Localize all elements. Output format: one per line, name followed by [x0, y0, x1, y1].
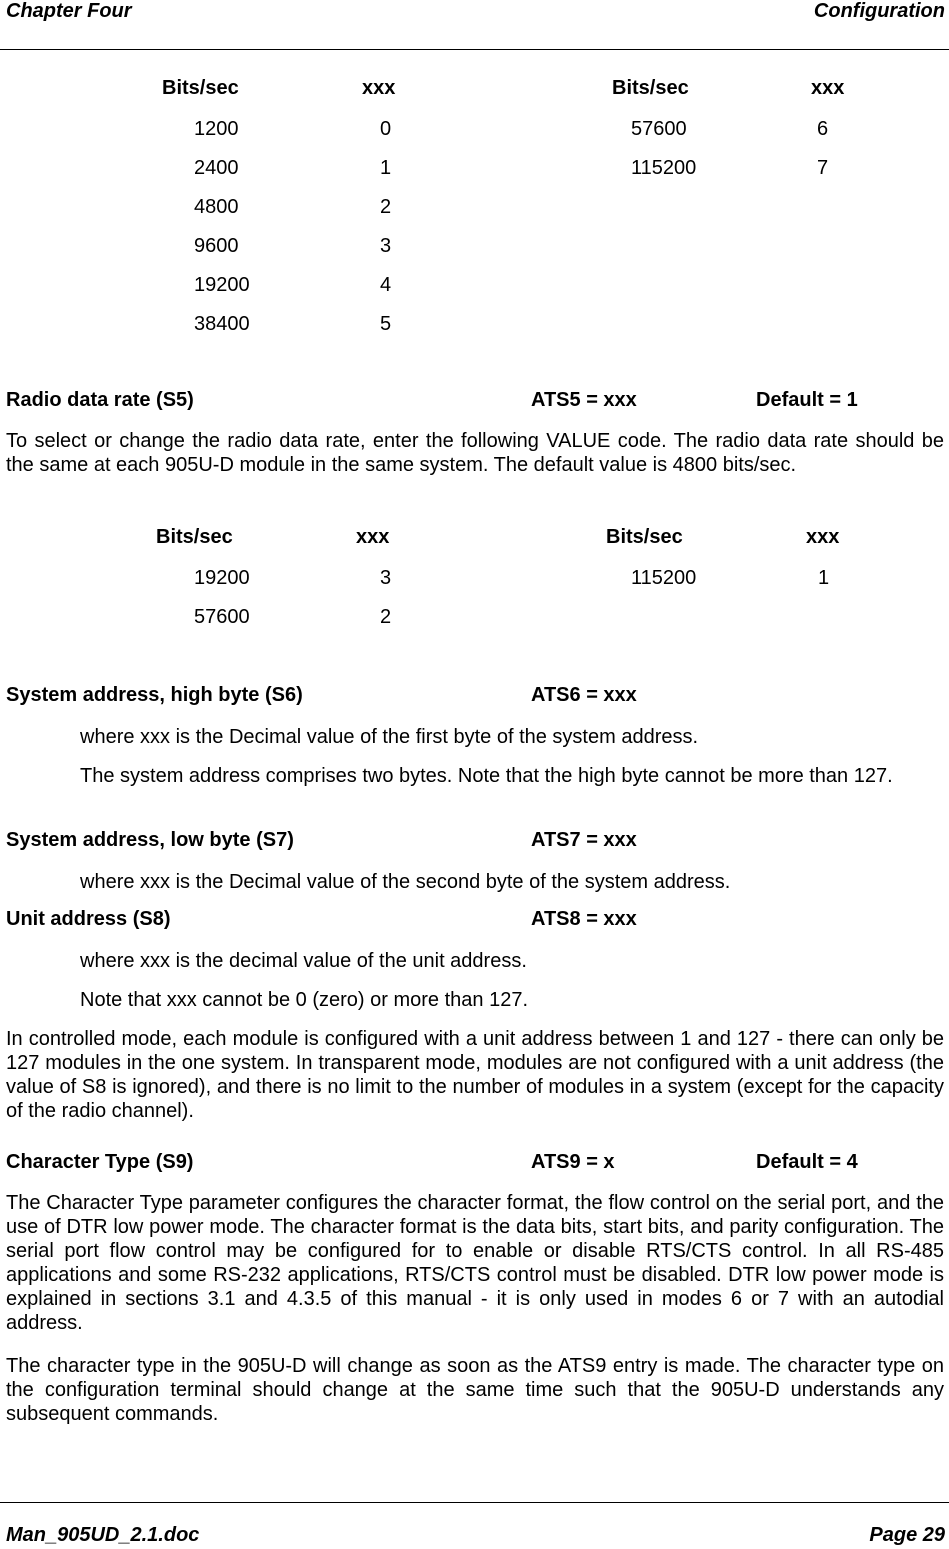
s7-command: ATS7 = xxx — [531, 829, 637, 851]
table-cell: 2 — [380, 606, 392, 628]
s7-title: System address, low byte (S7) — [6, 829, 294, 851]
page-number: Page 29 — [869, 1524, 945, 1546]
s9-paragraph2: The character type in the 905U-D will change as soon as the ATS9 entry is made. The character type on the configuration terminal should change at the same time such that the 905U-D understands any subsequent commands. — [6, 1355, 944, 1425]
s8-paragraph: In controlled mode, each module is configured with a unit address between 1 and 127 - there can only be 127 modules in the one system. In transparent mode, modules are not configured with a unit address (the value of S8 is ignored), and there is no limit to the number of modules in a system (except for the capacity of the radio channel). — [6, 1028, 944, 1122]
section-title: Configuration — [813, 0, 945, 22]
table-cell: 115200 — [631, 567, 697, 589]
table-cell: 57600 — [194, 606, 250, 628]
header-rule — [0, 49, 949, 50]
table-cell: 1 — [818, 567, 830, 589]
table-cell: 38400 — [194, 313, 250, 335]
s5-title: Radio data rate (S5) — [6, 389, 194, 411]
s9-default: Default = 4 — [756, 1151, 858, 1173]
table-cell: 1200 — [194, 118, 239, 140]
s8-title: Unit address (S8) — [6, 908, 171, 930]
table1-header-xxx-left: xxx — [362, 77, 396, 99]
table-cell: 4 — [380, 274, 392, 296]
table-cell: 19200 — [194, 274, 250, 296]
s6-line2: The system address comprises two bytes. Note that the high byte cannot be more than 127. — [80, 765, 893, 787]
s5-description: To select or change the radio data rate, enter the following VALUE code. The radio data rate should be the same at each 905U-D module in the same system. The default value is 4800 bits/sec. — [6, 430, 944, 476]
table-cell: 5 — [380, 313, 392, 335]
table-cell: 3 — [380, 235, 392, 257]
document-filename: Man_905UD_2.1.doc — [6, 1524, 200, 1546]
table-cell: 57600 — [631, 118, 687, 140]
table1-header-xxx-right: xxx — [811, 77, 845, 99]
table-cell: 9600 — [194, 235, 239, 257]
s5-default: Default = 1 — [756, 389, 858, 411]
table1-header-bits-right: Bits/sec — [612, 77, 689, 99]
table-cell: 6 — [817, 118, 829, 140]
table2-header-bits-right: Bits/sec — [606, 526, 683, 548]
s5-command: ATS5 = xxx — [531, 389, 637, 411]
table-cell: 19200 — [194, 567, 250, 589]
table-cell: 4800 — [194, 196, 239, 218]
table-cell: 115200 — [631, 157, 697, 179]
table1-header-bits-left: Bits/sec — [162, 77, 239, 99]
s8-line2: Note that xxx cannot be 0 (zero) or more than 127. — [80, 989, 529, 1011]
footer-rule — [0, 1502, 949, 1503]
s6-command: ATS6 = xxx — [531, 684, 637, 706]
table2-header-xxx-left: xxx — [356, 526, 390, 548]
s9-command: ATS9 = x — [531, 1151, 615, 1173]
s9-paragraph1: The Character Type parameter configures the character format, the flow control on the serial port, and the use of DTR low power mode. The character format is the data bits, start bits, and parity configuration. The serial port flow control may be configured for to enable or disable RTS/CTS control. In all RS-485 applications and some RS-232 applications, RTS/CTS control must be disabled. DTR low power mode is explained in sections 3.1 and 4.3.5 of this manual - it is only used in modes 6 or 7 with an autodial address. — [6, 1192, 944, 1334]
table2-header-xxx-right: xxx — [806, 526, 840, 548]
s8-line1: where xxx is the decimal value of the unit address. — [80, 950, 527, 972]
table-cell: 3 — [380, 567, 392, 589]
s8-command: ATS8 = xxx — [531, 908, 637, 930]
s6-title: System address, high byte (S6) — [6, 684, 303, 706]
table-cell: 1 — [380, 157, 392, 179]
table-cell: 2 — [380, 196, 392, 218]
s9-title: Character Type (S9) — [6, 1151, 194, 1173]
table-cell: 7 — [817, 157, 829, 179]
chapter-title: Chapter Four — [6, 0, 132, 22]
table-cell: 2400 — [194, 157, 239, 179]
s6-line1: where xxx is the Decimal value of the first byte of the system address. — [80, 726, 699, 748]
s7-line1: where xxx is the Decimal value of the second byte of the system address. — [80, 871, 731, 893]
table2-header-bits-left: Bits/sec — [156, 526, 233, 548]
table-cell: 0 — [380, 118, 392, 140]
